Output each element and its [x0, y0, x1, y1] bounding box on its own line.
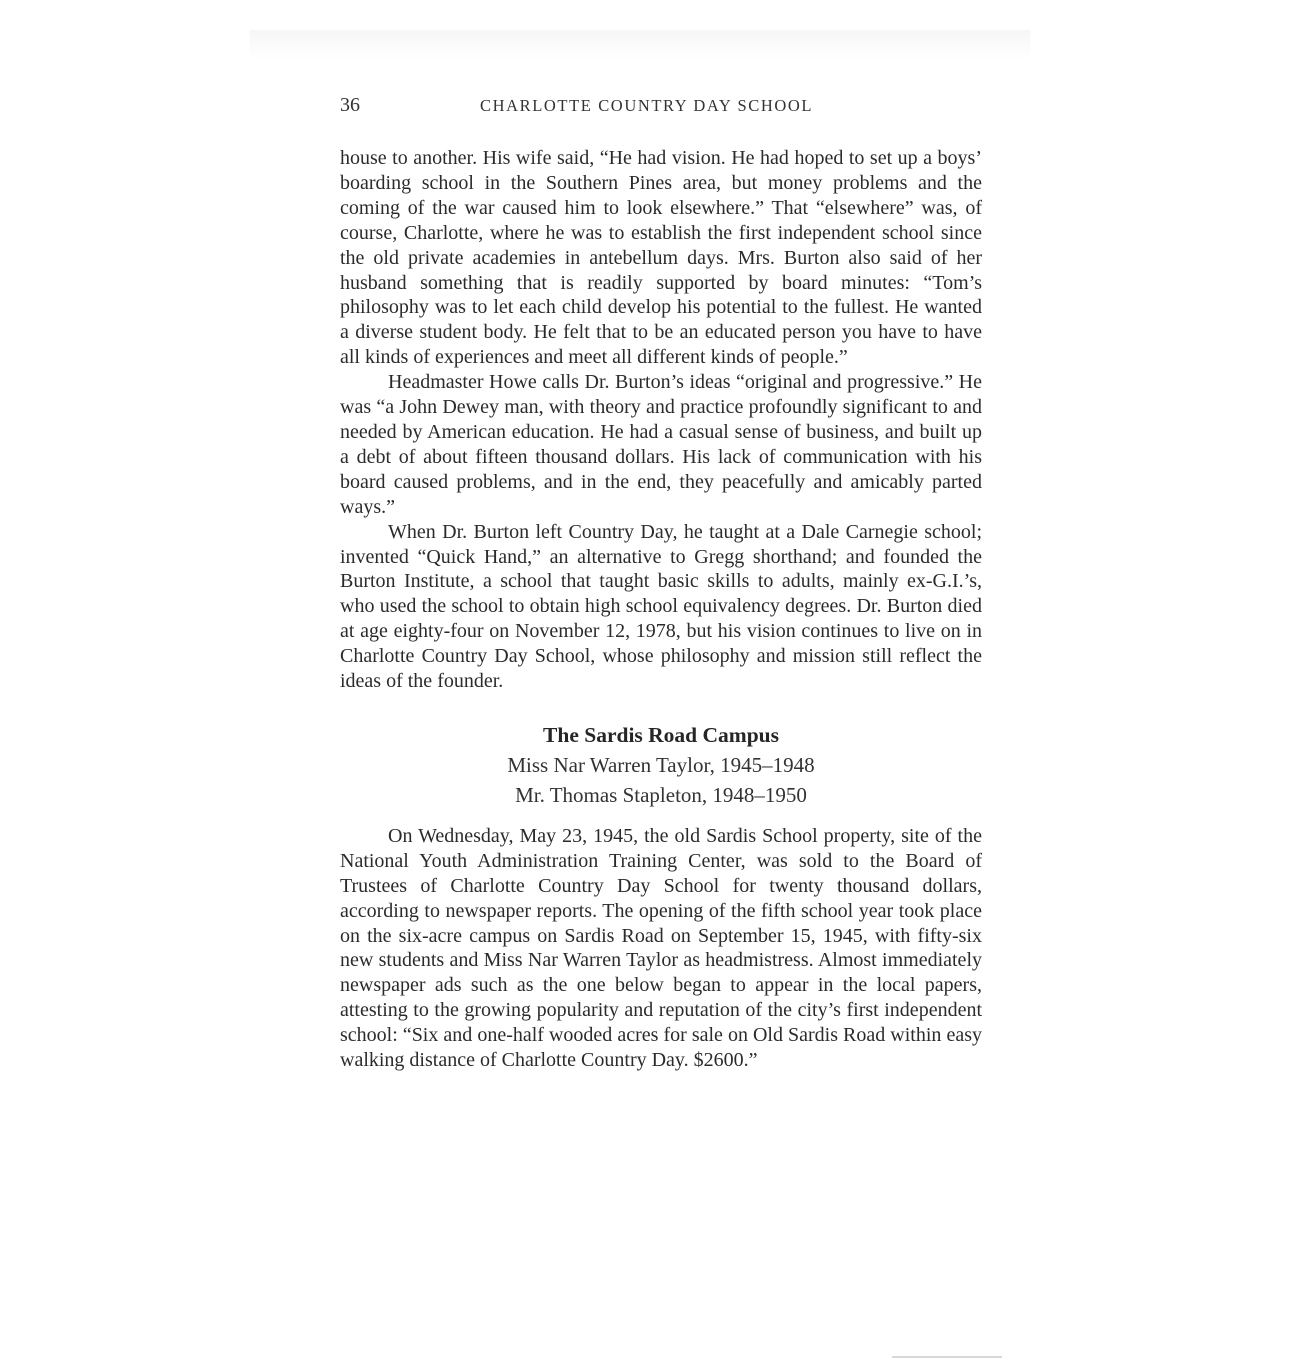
running-head	[340, 94, 982, 124]
paragraph: Headmaster Howe calls Dr. Burton’s ideas “original and progressive.” He was “a John Dewey man, with theory and practice profoundly significant to and needed by American education. He had a casual sense of business, and built up a debt of about fifteen thousand dollars. His lack of communication with his board caused problems, and in the end, they peacefully and amicably parted ways.”	[340, 371, 982, 518]
paragraph: When Dr. Burton left Country Day, he taught at a Dale Carnegie school; invented “Quick Hand,” an alternative to Gregg shorthand; and founded the Burton Institute, a school that taught basic skills to adults, mainly ex-G.I.’s, who used the school to obtain high school equivalency degrees. Dr. Burton died at age eighty-four on November 12, 1978, but his vision continues to live on in Charlotte Country Day School, whose philosophy and mission still reflect the ideas of the founder.	[340, 520, 982, 693]
section-body	[340, 824, 982, 1073]
paragraph-continued: house to another. His wife said, “He had vision. He had hoped to set up a boys’ boarding school in the Southern Pines area, but money problems and the coming of the war caused him to look elsewhere.” That “elsewhere” was, of course, Charlotte, where he was to establish the first independent school since the old private academies in antebellum days. Mrs. Burton also said of her husband something that is readily supported by board minutes: “Tom’s philosophy was to let each child develop his potential to the fullest. He wanted a diverse student body. He felt that to be an educated person you have to have all kinds of experiences and meet all different kinds of people.”	[340, 147, 982, 369]
paragraph: On Wednesday, May 23, 1945, the old Sardis School property, site of the National Youth Administration Training Center, was sold to the Board of Trustees of Charlotte Country Day School for twenty thousand dollars, according to newspaper reports. The opening of the fifth school year took place on the six-acre campus on Sardis Road on September 15, 1945, with fifty-six new students and Miss Nar Warren Taylor as headmistress. Almost immediately newspaper ads such as the one below began to appear in the local papers, attesting to the growing popularity and reputation of the city’s first independent school: “Six and one-half wooded acres for sale on Old Sardis Road within easy walking distance of Charlotte Country Day. $2600.”	[340, 824, 982, 1072]
section-title: The Sardis Road Campus	[543, 722, 779, 747]
scan-shadow	[250, 30, 1030, 60]
running-title: CHARLOTTE COUNTRY DAY SCHOOL	[480, 96, 814, 115]
edge-mark	[892, 1356, 1002, 1358]
section-heading	[340, 720, 982, 810]
page-number: 36	[340, 94, 360, 116]
section-subtitle: Miss Nar Warren Taylor, 1945–1948	[507, 752, 815, 777]
section-subtitle: Mr. Thomas Stapleton, 1948–1950	[515, 782, 807, 807]
body-text	[340, 146, 982, 1073]
